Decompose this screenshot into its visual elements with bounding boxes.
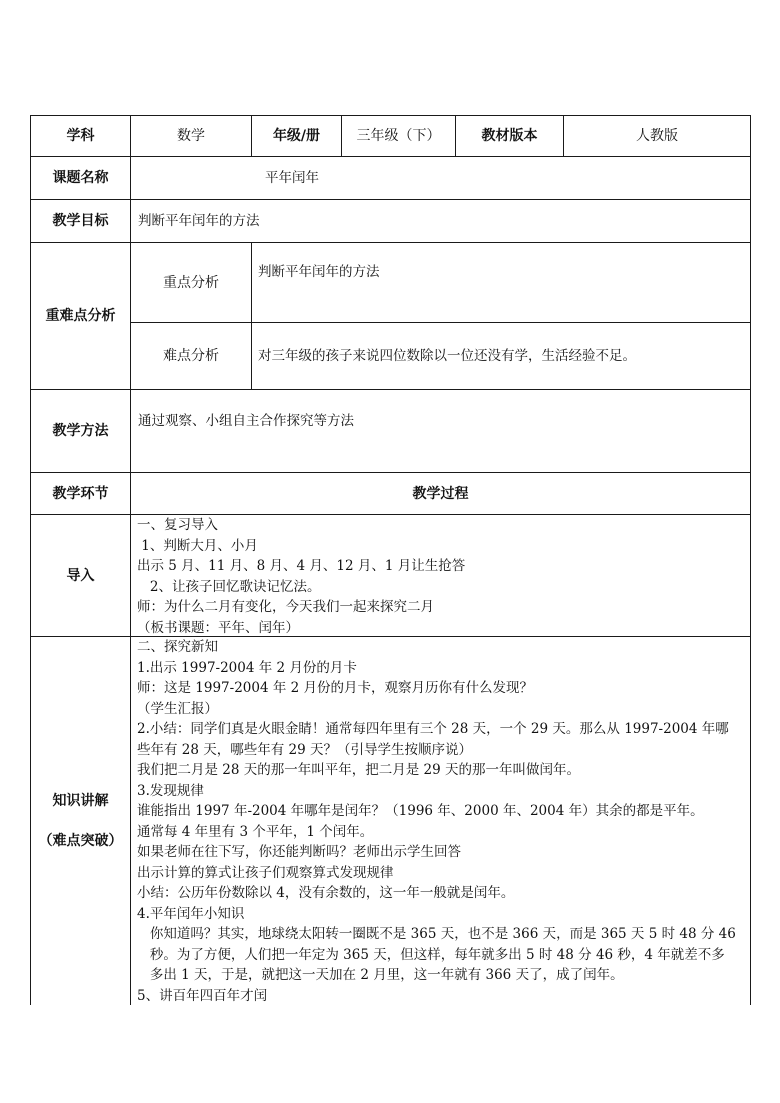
rule [30,199,751,200]
rule [251,242,252,390]
list-item: 你知道吗？其实，地球绕太阳转一圈既不是 365 天，也不是 366 天，而是 365 天 5 时 48 分 46 [137,926,736,942]
subject-value: 数学 [177,128,205,144]
key-analysis-label: 重点分析 [163,274,219,291]
list-item: 2、让孩子回忆歌诀记忆法。 [137,578,321,595]
list-item: 1.出示 1997-2004 年 2 月份的月卡 [137,659,357,676]
intro-label: 导入 [66,567,95,584]
method-value: 通过观察、小组自主合作探究等方法 [138,413,354,429]
subject-label: 学科 [66,128,95,144]
grade-value: 三年级（下） [356,128,441,144]
list-item: 出示 5 月、11 月、8 月、4 月、12 月、1 月让生抢答 [137,558,466,574]
list-item: 师：这是 1997-2004 年 2 月份的月卡，观察月历你有什么发现？ [137,680,534,696]
knowledge-content [137,637,736,1006]
method-label: 教学方法 [52,423,109,439]
difficulty-analysis-label: 难点分析 [163,348,219,364]
list-item: 师：为什么二月有变化，今天我们一起来探究二月 [137,599,434,615]
list-item: 1、判断大月、小月 [137,537,258,554]
list-item: （板书课题：平年、闰年） [137,619,299,636]
list-item: 我们把二月是 28 天的那一年叫平年，把二月是 29 天的那一年叫做闰年。 [137,762,581,778]
lesson-label: 课题名称 [52,170,109,186]
list-item: 谁能指出 1997 年-2004 年哪年是闰年？（1996 年、2000 年、2004 年）其余的都是平年。 [137,803,704,819]
list-item: 如果老师在往下写，你还能判断吗？老师出示学生回答 [137,844,461,860]
list-item: 通常每 4 年里有 3 个平年，1 个闰年。 [137,823,374,840]
knowledge-label: 知识讲解 [52,793,109,809]
list-item: 3.发现规律 [137,782,204,799]
list-item: 二、探究新知 [137,639,218,655]
list-item: 小结：公历年份数除以 4，没有余数的，这一年一般就是闰年。 [137,885,515,901]
list-item: （学生汇报） [137,700,218,717]
intro-content [137,515,465,638]
list-item: 多出 1 天，于是，就把这一天加在 2 月里，这一年就有 366 天了，成了闰年。 [137,967,624,983]
list-item: 一、复习导入 [137,517,218,533]
goal-value: 判断平年闰年的方法 [138,213,260,229]
key-analysis-value: 判断平年闰年的方法 [258,264,380,280]
difficulty-analysis-value: 对三年级的孩子来说四位数除以一位还没有学，生活经验不足。 [258,348,636,364]
knowledge-sublabel: （难点突破） [38,833,123,849]
rule [750,115,751,1005]
list-item: 出示计算的算式让孩子们观察算式发现规律 [137,864,394,881]
goal-label: 教学目标 [52,213,109,229]
list-item: 秒。为了方便，人们把一年定为 365 天，但这样，每年就多出 5 时 48 分 46 秒，4 年就差不多 [137,946,725,963]
edition-value: 人教版 [636,128,678,144]
knowledge-label-wrap [31,637,130,1005]
process-stage-label: 教学环节 [52,485,109,502]
list-item: 些年有 28 天，哪些年有 29 天？（引导学生按顺序说） [137,741,473,758]
list-item: 4.平年闰年小知识 [137,905,245,922]
rule [30,156,751,157]
list-item: 5、讲百年四百年才闰 [137,987,268,1004]
list-item: 2.小结：同学们真是火眼金睛！通常每四年里有三个 28 天，一个 29 天。那么从 1997-2004 年哪 [137,721,729,737]
rule [30,389,751,390]
analysis-label: 重难点分析 [45,308,116,324]
edition-label: 教材版本 [481,128,538,144]
process-title: 教学过程 [412,485,469,502]
lesson-title: 平年闰年 [265,170,319,186]
grade-label: 年级/册 [272,128,321,144]
